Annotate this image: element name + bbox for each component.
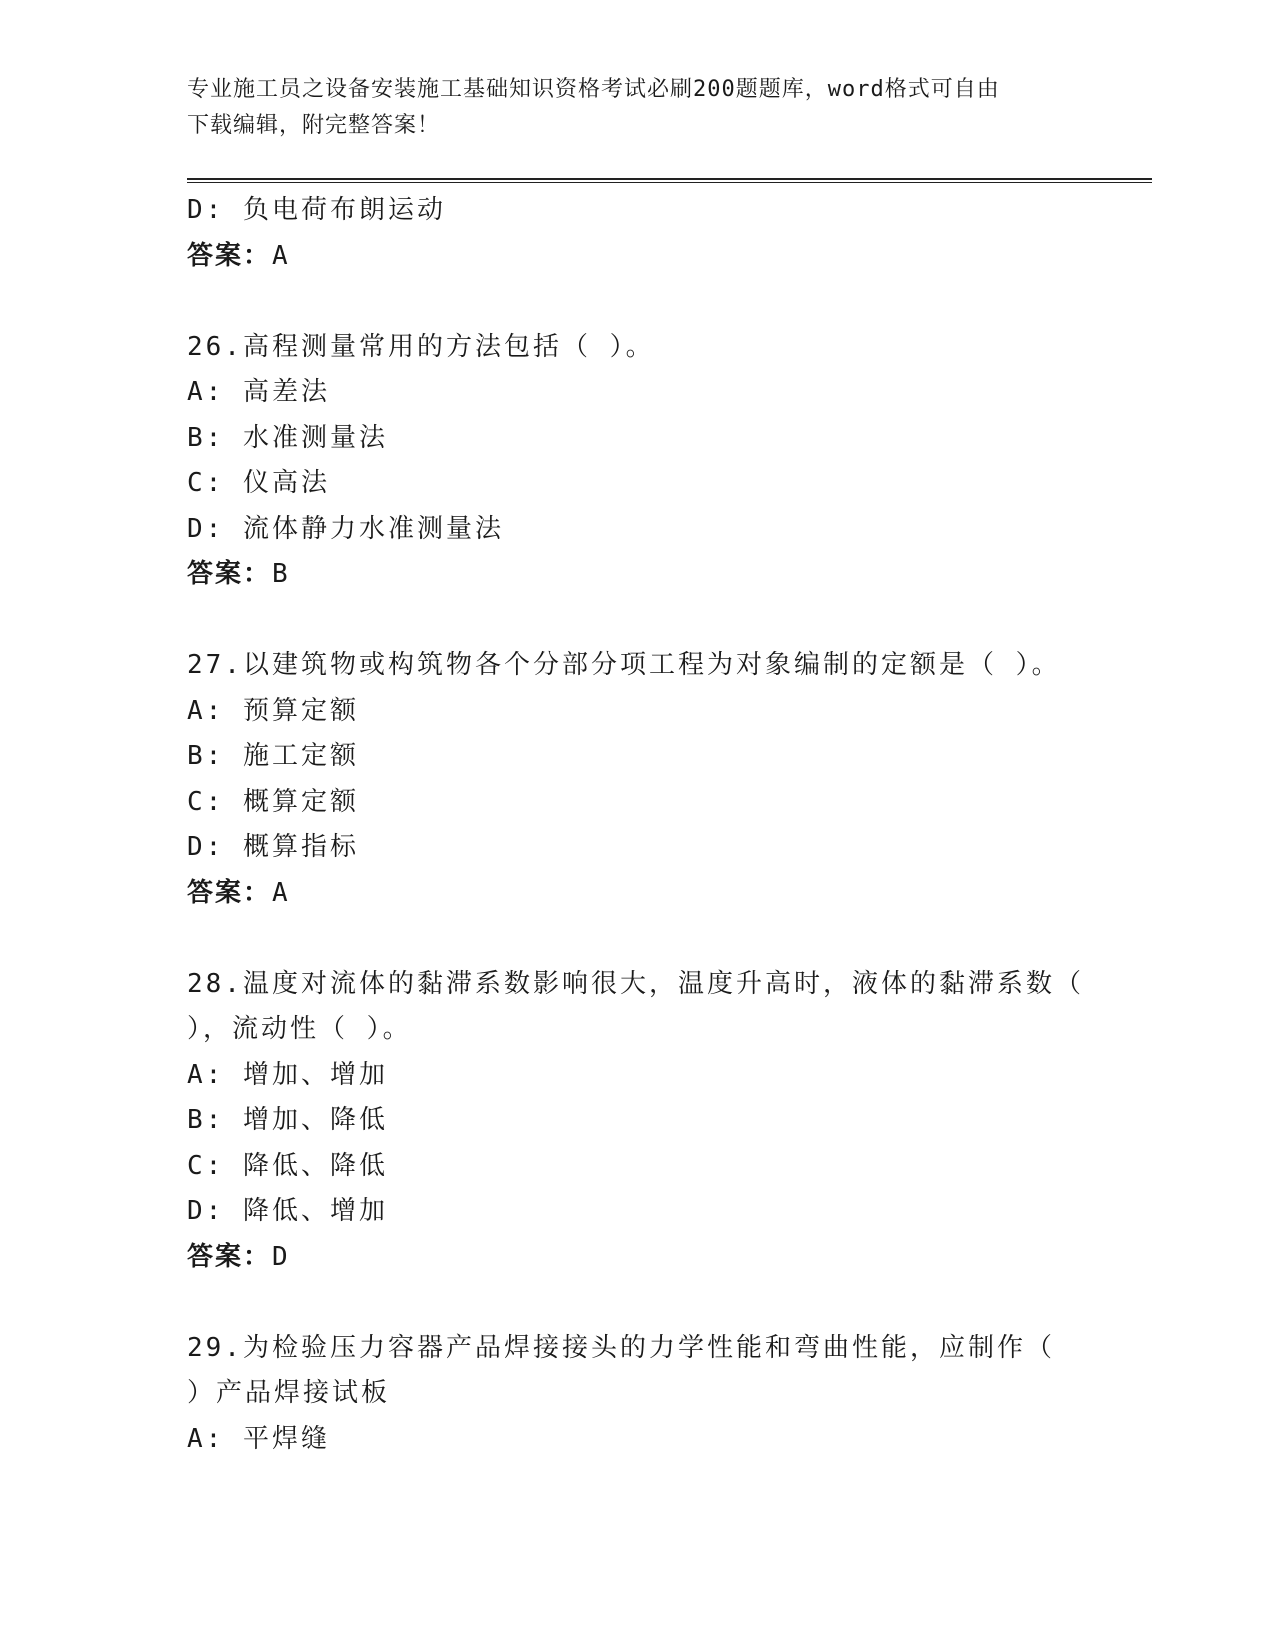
text-line: B: 增加、降低 [187, 1105, 388, 1135]
text-line: ），流动性（ ）。 [187, 1014, 412, 1044]
text-line: D: 概算指标 [187, 832, 359, 862]
header-divider [187, 178, 1152, 184]
text-line: C: 仪高法 [187, 468, 330, 498]
answer-separator: ： [243, 1241, 273, 1272]
text-line: A: 预算定额 [187, 695, 359, 726]
blank-gap [187, 916, 1087, 962]
answer-value: A [272, 240, 288, 271]
blank-gap [187, 598, 1087, 644]
header-line-2: 下载编辑，附完整答案！ [187, 113, 441, 138]
text-line: 28.温度对流体的黏滞系数影响很大，温度升高时，液体的黏滞系数（ [187, 968, 1084, 999]
text-line: C: 降低、降低 [187, 1150, 388, 1181]
text-line: B: 施工定额 [187, 741, 359, 771]
answer-label: 答案 [187, 877, 244, 908]
text-line: A: 高差法 [187, 377, 330, 407]
text-line: D: 流体静力水准测量法 [187, 513, 504, 544]
answer-line [187, 1235, 1087, 1281]
blank-gap [187, 1280, 1087, 1326]
answer-line [187, 552, 1087, 598]
answer-label: 答案 [187, 240, 244, 271]
page-header [187, 72, 1087, 144]
text-line: B: 水准测量法 [187, 422, 388, 453]
text-line: C: 概算定额 [187, 786, 359, 817]
text-line: 29.为检验压力容器产品焊接接头的力学性能和弯曲性能，应制作（ [187, 1332, 1055, 1363]
answer-separator: ： [243, 559, 273, 589]
text-line: A: 增加、增加 [187, 1059, 388, 1090]
answer-value: D [272, 1241, 288, 1272]
header-line-1: 专业施工员之设备安装施工基础知识资格考试必刷200题题库，word格式可自由 [187, 77, 1000, 102]
text-line: A: 平焊缝 [187, 1423, 330, 1454]
answer-value: A [272, 877, 288, 908]
blank-gap [187, 279, 1087, 325]
text-line: D: 负电荷布朗运动 [187, 195, 446, 225]
text-line: ）产品焊接试板 [187, 1378, 391, 1408]
answer-line [187, 871, 1087, 917]
text-line: 26.高程测量常用的方法包括（ ）。 [187, 331, 655, 362]
answer-value: B [272, 559, 288, 589]
answer-line [187, 234, 1087, 280]
answer-separator: ： [243, 240, 273, 271]
answer-label: 答案 [187, 559, 244, 589]
text-line: D: 降低、增加 [187, 1196, 388, 1226]
answer-separator: ： [243, 877, 273, 908]
question-content [187, 188, 1087, 1462]
answer-label: 答案 [187, 1241, 244, 1272]
text-line: 27.以建筑物或构筑物各个分部分项工程为对象编制的定额是（ ）。 [187, 650, 1061, 680]
